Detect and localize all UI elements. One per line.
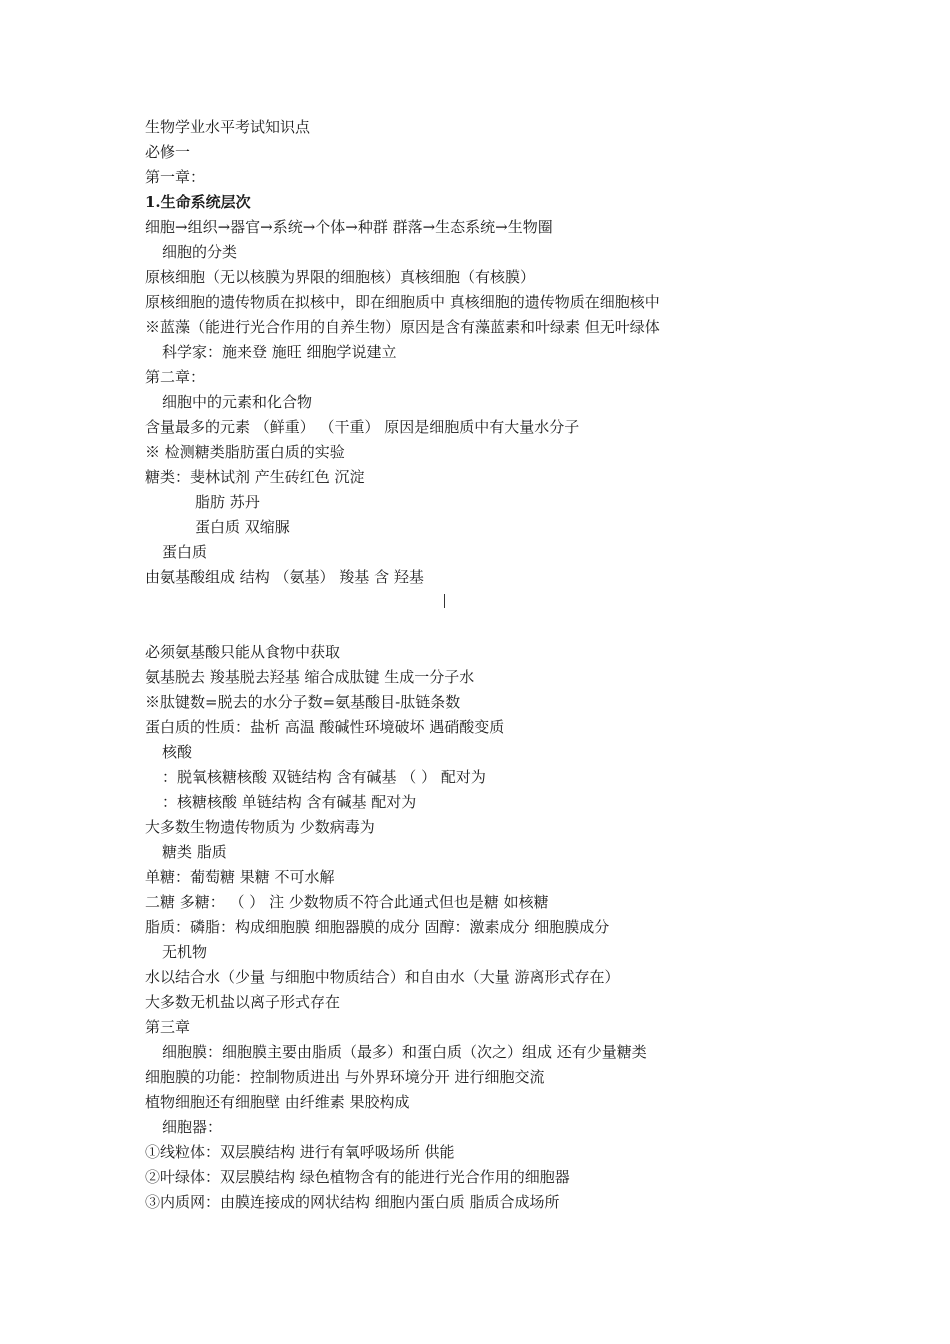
chapter-heading: 第一章： [145, 168, 206, 186]
text-line: 二糖 多糖： （ ） 注 少数物质不符合此通式但也是糖 如核糖 [145, 893, 549, 911]
text-line: 科学家：施来登 施旺 细胞学说建立 [162, 343, 397, 361]
text-line: 原核细胞的遗传物质在拟核中，即在细胞质中 真核细胞的遗传物质在细胞核中 [145, 293, 660, 311]
text-line: 植物细胞还有细胞壁 由纤维素 果胶构成 [145, 1093, 410, 1111]
subheading: 细胞器： [162, 1118, 223, 1136]
text-line: ②叶绿体：双层膜结构 绿色植物含有的能进行光合作用的细胞器 [145, 1168, 570, 1186]
text-line: 水以结合水（少量 与细胞中物质结合）和自由水（大量 游离形式存在） [145, 968, 620, 986]
topic-heading: 1.生命系统层次 [145, 193, 251, 211]
text-line: 糖类：斐林试剂 产生砖红色 沉淀 [145, 468, 365, 486]
section-heading: 必修一 [145, 143, 191, 161]
text-line: 大多数无机盐以离子形式存在 [145, 993, 341, 1011]
text-line: 细胞膜的功能：控制物质进出 与外界环境分开 进行细胞交流 [145, 1068, 545, 1086]
subheading: 蛋白质 [162, 543, 208, 561]
text-line: 氨基脱去 羧基脱去羟基 缩合成肽键 生成一分子水 [145, 668, 475, 686]
text-line: 单糖：葡萄糖 果糖 不可水解 [145, 868, 335, 886]
subheading: 糖类 脂质 [162, 843, 227, 861]
text-line: ：脱氧核糖核酸 双链结构 含有碱基 （ ） 配对为 [162, 768, 486, 786]
text-line: 脂质：磷脂：构成细胞膜 细胞器膜的成分 固醇：激素成分 细胞膜成分 [145, 918, 610, 936]
chapter-heading: 第二章： [145, 368, 206, 386]
text-line: 原核细胞（无以核膜为界限的细胞核）真核细胞（有核膜） [145, 268, 536, 286]
text-line: 大多数生物遗传物质为 少数病毒为 [145, 818, 375, 836]
structure-bond-mark [444, 594, 445, 608]
doc-title: 生物学业水平考试知识点 [145, 118, 311, 136]
subheading: 无机物 [162, 943, 208, 961]
text-line: 由氨基酸组成 结构 （氨基） 羧基 含 羟基 [145, 568, 424, 586]
subheading: 核酸 [162, 743, 193, 761]
text-line: 含量最多的元素 （鲜重） （干重） 原因是细胞质中有大量水分子 [145, 418, 580, 436]
text-line: 细胞膜：细胞膜主要由脂质（最多）和蛋白质（次之）组成 还有少量糖类 [162, 1043, 647, 1061]
text-line: 蛋白质 双缩脲 [195, 518, 290, 536]
text-line: ③内质网：由膜连接成的网状结构 细胞内蛋白质 脂质合成场所 [145, 1193, 560, 1211]
text-line: 细胞→组织→器官→系统→个体→种群 群落→生态系统→生物圈 [145, 218, 553, 236]
subheading: 细胞中的元素和化合物 [162, 393, 313, 411]
text-line: ：核糖核酸 单链结构 含有碱基 配对为 [162, 793, 417, 811]
text-line: ※肽键数=脱去的水分子数=氨基酸目-肽链条数 [145, 693, 461, 711]
chapter-heading: 第三章 [145, 1018, 191, 1036]
text-line: ※蓝藻（能进行光合作用的自养生物）原因是含有藻蓝素和叶绿素 但无叶绿体 [145, 318, 660, 336]
text-line: ※ 检测糖类脂肪蛋白质的实验 [145, 443, 345, 461]
text-line: ①线粒体：双层膜结构 进行有氧呼吸场所 供能 [145, 1143, 455, 1161]
text-line: 脂肪 苏丹 [195, 493, 260, 511]
subheading: 细胞的分类 [162, 243, 238, 261]
text-line: 必须氨基酸只能从食物中获取 [145, 643, 341, 661]
text-line: 蛋白质的性质：盐析 高温 酸碱性环境破坏 遇硝酸变质 [145, 718, 505, 736]
